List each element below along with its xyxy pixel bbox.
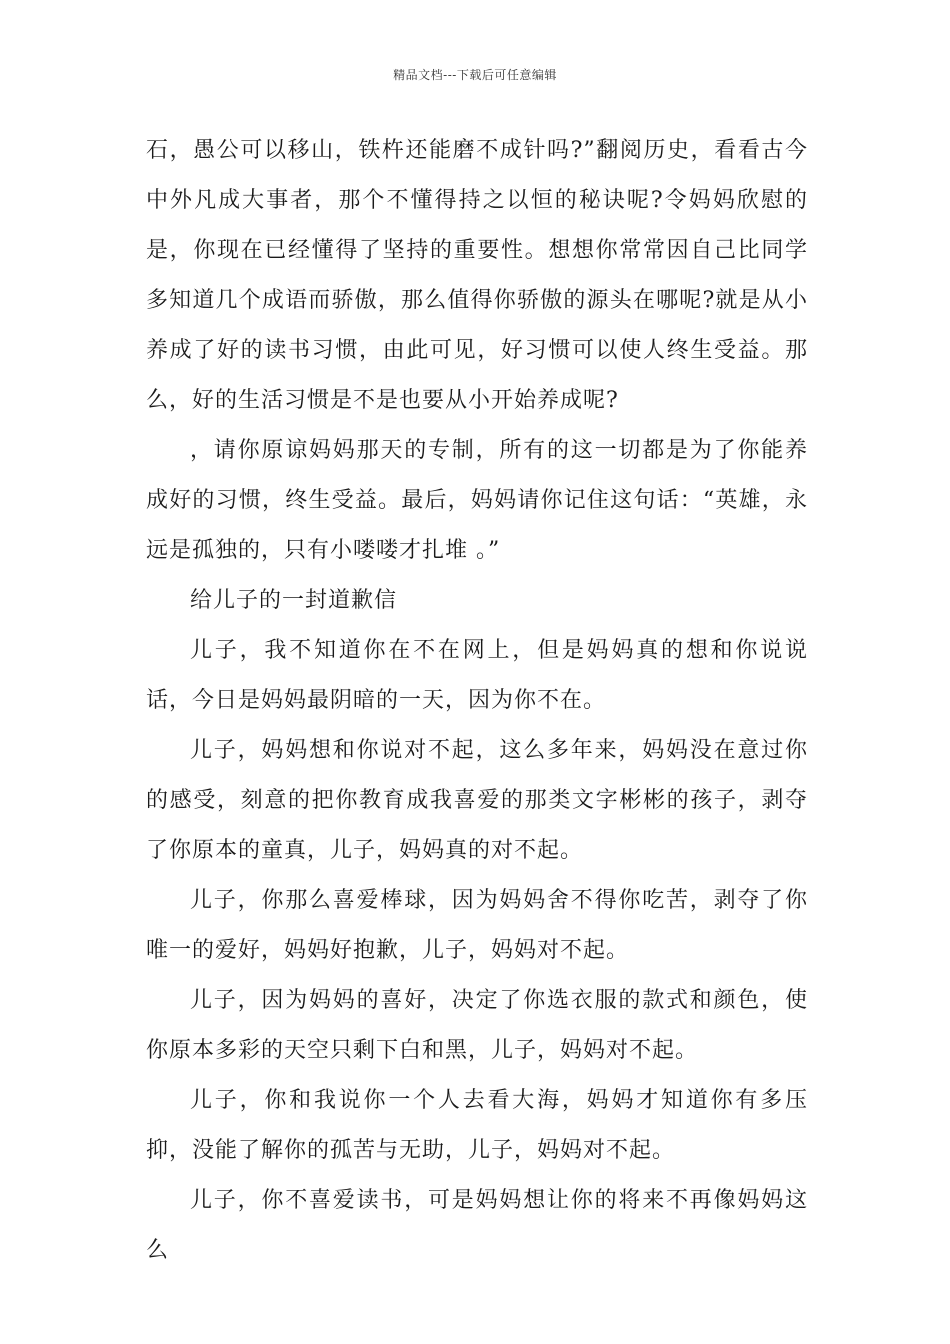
paragraph-7: 儿子，你和我说你一个人去看大海，妈妈才知道你有多压抑，没能了解你的孤苦与无助，儿子，妈妈对不起。	[146, 1088, 808, 1163]
document-body	[146, 126, 808, 1276]
page-header: 精品文档---下载后可任意编辑	[393, 68, 557, 82]
paragraph-8: 儿子，你不喜爱读书，可是妈妈想让你的将来不再像妈妈这么	[146, 1188, 808, 1263]
paragraph-5: 儿子，你那么喜爱棒球，因为妈妈舍不得你吃苦，剥夺了你唯一的爱好，妈妈好抱歉，儿子，妈妈对不起。	[146, 888, 808, 963]
letter-title: 给儿子的一封道歉信	[190, 588, 398, 613]
paragraph-1: 石，愚公可以移山，铁杵还能磨不成针吗?”翻阅历史，看看古今中外凡成大事者，那个不懂得持之以恒的秘诀呢?令妈妈欣慰的是，你现在已经懂得了坚持的重要性。想想你常常因自己比同学多知道几个成语而骄傲，那么值得你骄傲的源头在哪呢?就是从小养成了好的读书习惯，由此可见，好习惯可以使人终生受益。那么，好的生活习惯是不是也要从小开始养成呢?	[146, 138, 808, 413]
paragraph-2: ，请你原谅妈妈那天的专制，所有的这一切都是为了你能养成好的习惯，终生受益。最后，妈妈请你记住这句话：“英雄，永远是孤独的，只有小喽喽才扎堆 。”	[146, 438, 808, 563]
paragraph-6: 儿子，因为妈妈的喜好，决定了你选衣服的款式和颜色，使你原本多彩的天空只剩下白和黑，儿子，妈妈对不起。	[146, 988, 808, 1063]
paragraph-3: 儿子，我不知道你在不在网上，但是妈妈真的想和你说说话，今日是妈妈最阴暗的一天，因为你不在。	[146, 638, 808, 713]
paragraph-4: 儿子，妈妈想和你说对不起，这么多年来，妈妈没在意过你的感受，刻意的把你教育成我喜爱的那类文字彬彬的孩子，剥夺了你原本的童真，儿子，妈妈真的对不起。	[146, 738, 808, 863]
